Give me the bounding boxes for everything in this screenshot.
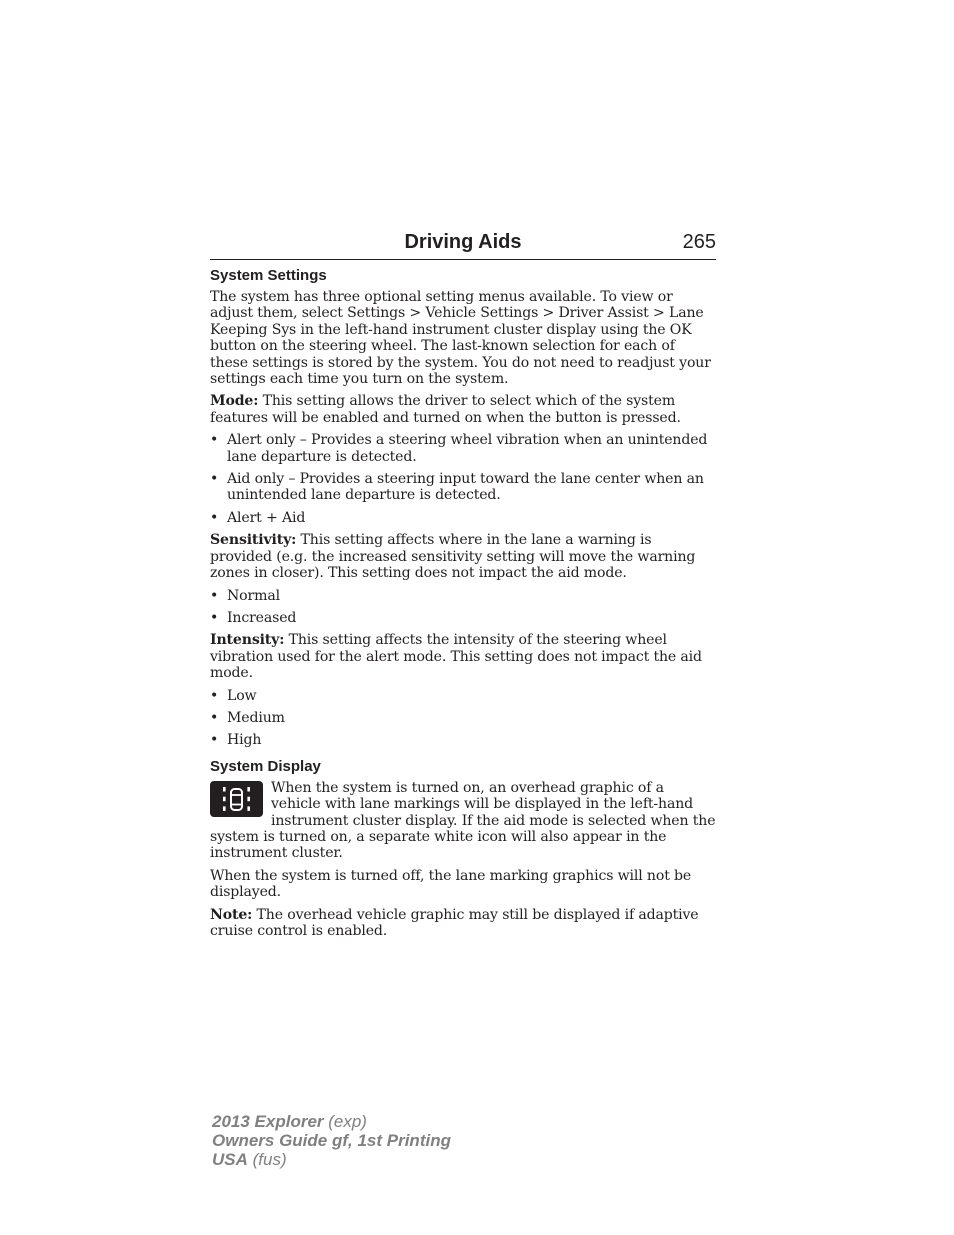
list-item [210, 510, 716, 526]
footer-model-code: (exp) [323, 1112, 367, 1131]
bullet: • [210, 587, 219, 604]
intensity-text: This setting affects the intensity of the steering wheel vibration used for the alert mode. This setting does not impact the aid mode. [210, 632, 702, 682]
page-header [210, 228, 716, 260]
bullet: • [210, 509, 219, 526]
list-item-text: Alert + Aid [227, 509, 306, 526]
display-paragraph-2: When the system is turned off, the lane marking graphics will not be displayed. [210, 867, 692, 901]
system-settings-heading: System Settings [210, 267, 327, 284]
list-item [210, 588, 716, 604]
bullet: • [210, 732, 219, 749]
bullet: • [210, 432, 219, 449]
footer-line-3 [212, 1150, 451, 1169]
mode-list [210, 432, 716, 526]
list-item-text: Alert only – Provides a steering wheel vibration when an unintended lane departure is detected. [227, 432, 708, 465]
bullet: • [210, 687, 219, 704]
page-content [210, 266, 716, 945]
bullet: • [210, 609, 219, 626]
footer-model: 2013 Explorer [212, 1112, 324, 1131]
note-label: Note: [210, 906, 253, 923]
mode-paragraph [210, 393, 716, 426]
sensitivity-paragraph [210, 532, 716, 581]
list-item [210, 732, 716, 748]
system-display-heading: System Display [210, 757, 321, 775]
page-number: 265 [682, 231, 716, 253]
list-item [210, 710, 716, 726]
sensitivity-list [210, 588, 716, 627]
page-footer [212, 1112, 451, 1169]
lane-keeping-icon [210, 781, 263, 817]
mode-label: Mode: [210, 393, 259, 410]
list-item [210, 432, 716, 465]
footer-guide: Owners Guide gf, 1st Printing [212, 1131, 451, 1150]
list-item-text: Increased [227, 609, 297, 626]
list-item-text: Aid only – Provides a steering input toward the lane center when an unintended lane departure is detected. [227, 471, 704, 504]
note-text: The overhead vehicle graphic may still be displayed if adaptive cruise control is enabled. [210, 906, 699, 939]
note-paragraph [210, 907, 716, 940]
list-item [210, 610, 716, 626]
section-title: Driving Aids [404, 231, 522, 253]
sensitivity-text: This setting affects where in the lane a warning is provided (e.g. the increased sensitivity setting will move the warning zones in closer). This setting does not impact the aid mode. [210, 532, 696, 582]
footer-line-2 [212, 1131, 451, 1150]
bullet: • [210, 709, 219, 726]
bullet: • [210, 471, 219, 488]
list-item [210, 688, 716, 704]
intensity-label: Intensity: [210, 632, 285, 649]
footer-line-1 [212, 1112, 451, 1131]
settings-intro: The system has three optional setting menus available. To view or adjust them, select Settings > Vehicle Settings > Driver Assist > Lane Keeping Sys in the left-hand instrument cluster display using the OK button on the steering wheel. The last-known selection for each of these settings is stored by the system. You do not need to readjust your settings each time you turn on the system. [210, 289, 711, 388]
list-item-text: High [227, 732, 262, 749]
footer-market: USA [212, 1150, 248, 1169]
list-item-text: Low [227, 687, 257, 704]
list-item-text: Normal [227, 587, 280, 604]
list-item [210, 471, 716, 504]
list-item-text: Medium [227, 709, 285, 726]
footer-market-code: (fus) [247, 1150, 287, 1169]
intensity-paragraph [210, 632, 716, 681]
sensitivity-label: Sensitivity: [210, 532, 297, 549]
mode-text: This setting allows the driver to select which of the system features will be enabled and turned on when the button is pressed. [210, 393, 681, 426]
display-paragraph-1: When the system is turned on, an overhead graphic of a vehicle with lane markings will be displayed in the left-hand instrument cluster display. If the aid mode is selected when the system is turned on, a separate white icon will also appear in the instrument cluster. [210, 779, 716, 862]
intensity-list [210, 688, 716, 749]
